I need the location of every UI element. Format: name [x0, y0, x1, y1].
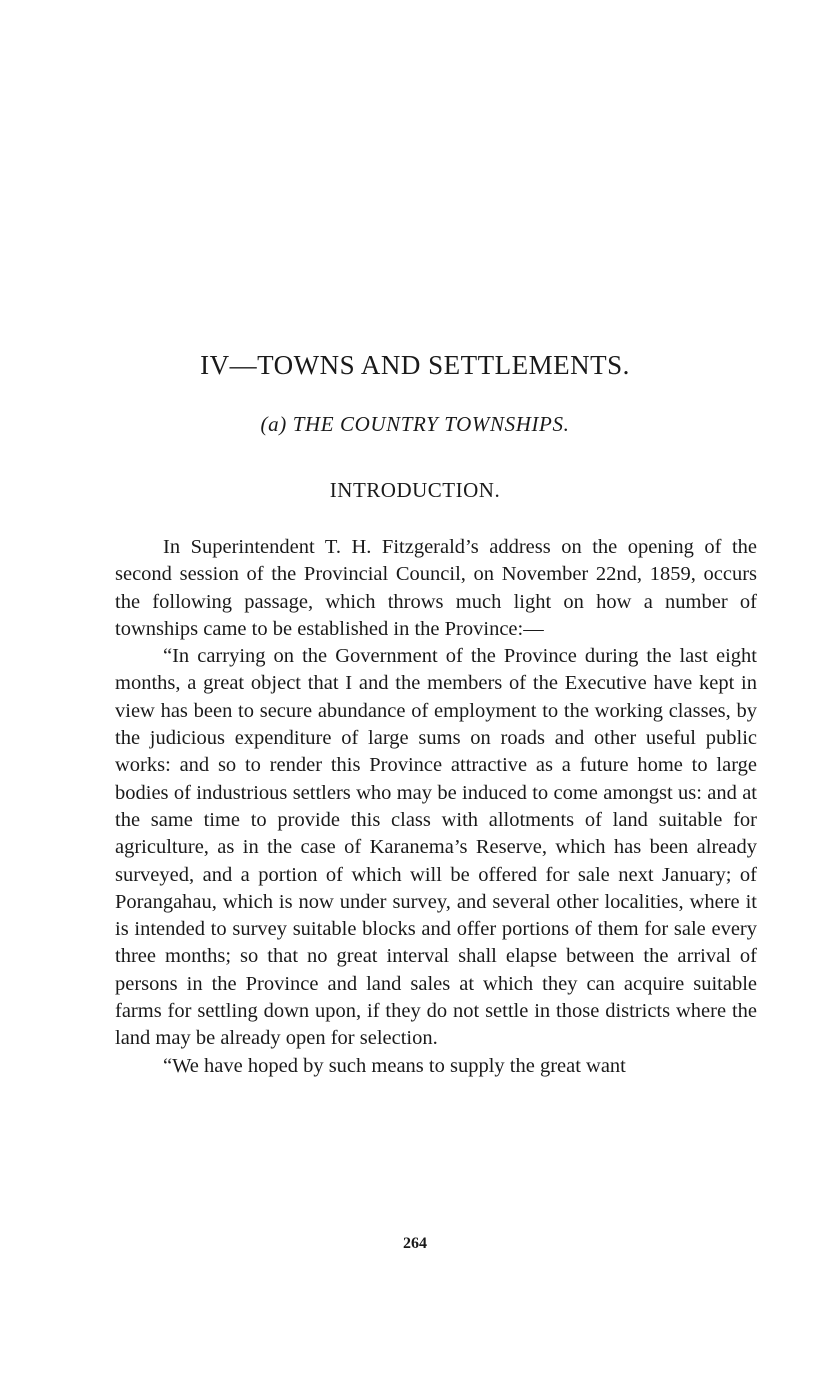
subtitle-marker: (a) [260, 412, 287, 436]
paragraph-quote: “In carrying on the Government of the Province during the last eight months, a great object that I and the members of the Executive have kept in view has been to secure abundance of employment to the working classes, by the judicious expenditure of large sums on roads and other useful public works: and so to render this Province attractive as a future home to large bodies of industrious settlers who may be induced to come amongst us: and at the same time to provide this class with allotments of land suitable for agriculture, as in the case of Karanema’s Reserve, which has been already surveyed, and a portion of which will be offered for sale next January; of Porangahau, which is now under survey, and several other localities, where it is intended to survey suitable blocks and offer portions of them for sale every three months; so that no great interval shall elapse between the arrival of persons in the Province and land sales at which they can acquire suitable farms for settling down upon, if they do not settle in those districts where the land may be already open for selection. [115, 645, 757, 1050]
subtitle-text: THE COUNTRY TOWNSHIPS. [292, 412, 570, 436]
section-heading: INTRODUCTION. [329, 478, 501, 502]
section-subtitle [0, 414, 830, 435]
paragraph-intro: In Superintendent T. H. Fitzgerald’s address on the opening of the second session of the Provincial Council, on November 22nd, 1859, occurs the following passage, which throws much light on how a number of townships came to be established in the Province:— [115, 536, 757, 640]
chapter-title: IV—TOWNS AND SETTLEMENTS. [200, 350, 630, 380]
paragraph-continuation: “We have hoped by such means to supply the great want [163, 1054, 626, 1077]
page-number: 264 [403, 1235, 427, 1252]
body-text [115, 534, 757, 1080]
